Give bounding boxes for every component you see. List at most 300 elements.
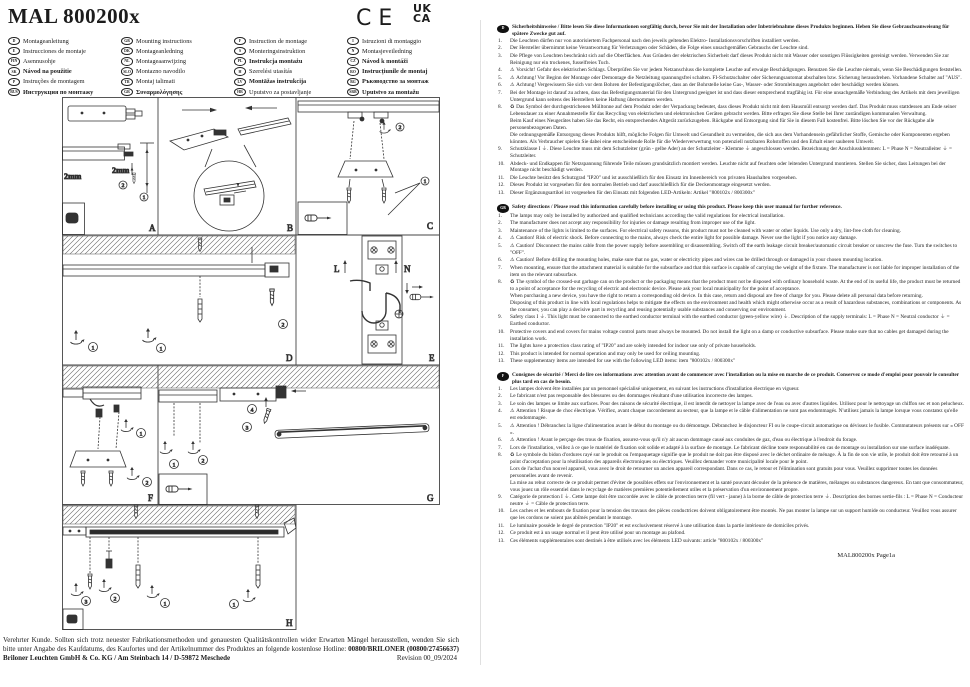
item-text	[510, 213, 965, 220]
item-text	[510, 530, 965, 537]
language-grid	[8, 36, 460, 97]
customer-service-text: Verehrter Kunde. Sollten sich trotz neuester Fabrikationsmethoden und genauesten Qualitätskontrollen wider Erwarten Mängel herausstellen, wenden Sie sich bitte unter Angabe des Kaufdatums, des Kaufortes und der Artikelnummer des Produktes an folgende kostenlose Hotline:	[3, 636, 459, 653]
callout-1b	[230, 600, 239, 609]
item-number: 12.	[498, 182, 505, 189]
item-paragraph: This product is intended for normal operation and may only be used for ceiling mounting.	[510, 350, 701, 357]
instruction-item	[497, 75, 965, 82]
revision-label: Revision 00_09/2024	[396, 654, 457, 662]
item-number: 8.	[498, 104, 502, 111]
language-label: Montageanleitung	[23, 37, 69, 45]
safety-section-gb	[497, 204, 965, 365]
language-label: Instrucciones de montaje	[23, 47, 86, 55]
language-label: Montageaanwijzing	[136, 57, 187, 65]
language-label: Istruzioni di montaggio	[362, 37, 422, 45]
item-number: 12.	[498, 530, 505, 537]
svg-text:2: 2	[281, 322, 285, 329]
language-label: Asennusohje	[23, 57, 56, 65]
svg-text:1: 1	[232, 602, 236, 609]
item-number: 1.	[498, 37, 502, 44]
item-text	[510, 401, 965, 408]
language-code-badge: F	[234, 37, 246, 45]
language-code-badge: GR	[121, 88, 133, 96]
language-code-badge: SRB	[347, 88, 359, 96]
item-number: 3.	[498, 400, 502, 407]
section-title: Safety directions / Please read this information carefully before installing or using this product. Please keep this user manual for further reference.	[512, 203, 842, 210]
tool-inset	[159, 474, 207, 505]
language-item	[234, 67, 347, 77]
item-number: 11.	[498, 522, 505, 529]
item-paragraph: Die Leuchte besitzt den Schutzgrad "IP20" und ist ausschließlich für den Einsatz im Innenbereich von privaten Haushalten vorgesehen.	[510, 174, 797, 181]
item-paragraph: These supplementary items are intended for use with the following LED items: item "800102x / 800300x"	[510, 358, 736, 365]
language-label: Návod k montáži	[362, 57, 408, 65]
item-number: 7.	[498, 444, 502, 451]
instruction-item	[497, 38, 965, 45]
item-paragraph: Die ordnungsgemäße Entsorgung dieses Produkts hilft, mögliche Folgen für Umwelt und Gesundheit zu vermeiden, die sich aus dem Vorhandensein gefährlicher Stoffe, Gemische oder Komponenten ergeben könnten. Als Verbraucher spielen Sie dabei eine entscheidende Rolle für die Wiederverwertung von potenziell nutzbaren Rohstoffen und den Erhalt einer sauberen Umwelt.	[510, 131, 950, 145]
item-paragraph: Die Pflege von Leuchten beschränkt sich auf die Oberflächen. Aus Gründen der elektrischen Sicherheit darf dieses Produkt nicht mit Wasser oder sonstigen Flüssigkeiten gereinigt werden. Verwenden Sie zur Reinigung nur ein trockenes, fusselfreies Tuch.	[510, 52, 950, 66]
item-paragraph: Abdeck- und Endkappen für Netzspannung führende Teile müssen grundsätzlich montiert werden. Leuchte nicht auf feuchten oder leitenden Untergrund montieren. Stellen Sie sicher, dass Leitungen bei der Montage nicht beschädigt werden.	[510, 160, 946, 174]
warning-triangle-icon: ⚠	[510, 437, 517, 444]
instruction-item	[497, 445, 965, 452]
svg-text:E: E	[429, 353, 435, 363]
instruction-item	[497, 494, 965, 508]
track-side-view-icon	[63, 144, 134, 160]
item-paragraph: Ces éléments supplémentaires sont destinés à être utilisés avec les éléments LED suivants: article "800102x / 800300x"	[510, 537, 764, 544]
item-text	[510, 182, 965, 189]
item-text	[510, 523, 965, 530]
instruction-item	[497, 343, 965, 350]
language-code-badge: GB	[121, 37, 133, 45]
language-item	[234, 36, 347, 46]
item-paragraph: When purchasing a new device, you have the right to return a corresponding old device. In this case, return and disposal are free of charge for you. Please delete all personal data before returning.	[510, 292, 923, 299]
instruction-item	[497, 523, 965, 530]
svg-text:1: 1	[163, 601, 167, 608]
language-label: Инструкция по монтажу	[23, 88, 94, 96]
section-header	[497, 24, 965, 38]
item-text	[510, 445, 965, 452]
diagram-svg	[62, 97, 440, 630]
item-paragraph: Le soin des lampes se limite aux surfaces. Pour des raisons de sécurité électrique, il est interdit de nettoyer la lampe avec de l'eau ou avec d'autres liquides. Utilisez pour le nettoyage un chiffon sec et non pelucheux.	[510, 400, 965, 407]
language-label: Montaj talimati	[136, 78, 175, 86]
section-language-badge: D	[497, 25, 509, 33]
instruction-item	[497, 220, 965, 227]
item-number: 2.	[498, 45, 502, 52]
item-text	[510, 494, 965, 508]
tool-inset	[63, 609, 83, 630]
panel-a	[63, 106, 157, 235]
svg-text:2: 2	[113, 596, 117, 603]
item-paragraph: Bei der Montage ist darauf zu achten, dass das Befestigungsmaterial für den Untergrund geeignet ist und dass dieser entsprechend tragfähig ist. Für eine unsachgemäße Verbindung des Artikels mit dem jeweiligen Untergrund kann seitens des Herstellers keine Haftung übernommen werden.	[510, 89, 960, 103]
panel-b	[170, 106, 293, 233]
item-number: 5.	[498, 74, 502, 81]
item-text	[510, 243, 965, 257]
item-number: 11.	[498, 174, 505, 181]
canopy-icon	[70, 451, 126, 467]
callout-2	[279, 320, 288, 329]
svg-text:F: F	[148, 493, 154, 503]
instruction-item	[497, 45, 965, 52]
instruction-item	[497, 358, 965, 365]
item-paragraph: Le luminaire possède le degré de protection "IP20" et est exclusivement réservé à une utilisation dans la partie intérieure de domiciles privés.	[510, 522, 810, 529]
language-item	[234, 46, 347, 56]
item-paragraph: ⚠ Achtung! Vor Beginn der Montage oder Demontage die Netzleitung spannungsfrei schalten. FI-Schutzschalter oder Sicherungsautomat abschalten bzw. Sicherung herausdrehen. Vorhandene Schalter auf "AUS".	[510, 74, 962, 81]
instruction-item	[497, 161, 965, 175]
item-paragraph: Les caches et les embouts de fixation pour la tension des travaux des pièces conductrices doivent obligatoirement être montés. Ne pas monter la lampe sur un support humide ou conducteur. Veuillez vous assurer que les cordons ne soient pas abîmés pendant le montage.	[510, 508, 957, 522]
page-footer-label: MAL800200x Page1a	[837, 551, 895, 559]
language-item	[347, 46, 460, 56]
instruction-item	[497, 82, 965, 89]
item-paragraph: Safety class I ⏚. This light must be connected to the earthed conductor terminal with the earthed conductor (green-yellow wire) ⏚. Description of the supply terminals: L = Phase N = Neutral conductor ⏚ = Earthed conductor.	[510, 314, 950, 328]
language-code-badge: E	[8, 47, 20, 55]
language-item	[347, 77, 460, 87]
language-code-badge: NL	[121, 57, 133, 65]
svg-text:4: 4	[250, 407, 254, 414]
language-code-badge: SLO	[121, 67, 133, 75]
item-paragraph: The lamps may only be installed by authorized and qualified technicians according the valid regulations for electrical installation.	[510, 212, 785, 219]
item-text	[510, 90, 965, 104]
item-paragraph: ⚠ Achtung! Vergewissern Sie sich vor dem Bohren der Befestigungslöcher, dass an der Bohrstelle keine Gas-, Wasser- oder Stromleitungen angebohrt oder beschädigt werden können.	[510, 82, 900, 89]
svg-text:3: 3	[84, 599, 88, 606]
instruction-item	[497, 314, 965, 328]
item-number: 12.	[498, 350, 505, 357]
item-paragraph: Schutzklasse I ⏚. Diese Leuchte muss mit dem Schutzleiter (grün - gelbe Ader) an der Schutzleiter - Klemme ⏚ angeschlossen werden. Bezeichnung der Anschlussklemmen: L = Phase N = Neutralleiter ⏚ = Schutzleiter.	[510, 146, 952, 160]
callout-1b	[157, 344, 166, 353]
item-number: 4.	[498, 235, 502, 242]
svg-text:2: 2	[398, 125, 402, 132]
language-label: Montāžas instrukcija	[249, 78, 307, 86]
language-label: Instruction de montage	[249, 37, 308, 45]
item-paragraph: Beim Kauf eines Neugerätes haben Sie das Recht, ein entsprechendes Altgerät zurückzugeben. Rückgabe und Entsorgung sind für Sie in diesem Fall kostenfrei. Bitte löschen Sie vor der Rückgabe alle personenbezogenen Daten.	[510, 117, 935, 131]
instruction-item	[497, 228, 965, 235]
item-number: 9.	[498, 494, 502, 501]
item-text	[510, 45, 965, 52]
language-item	[8, 56, 121, 66]
language-item	[8, 77, 121, 87]
item-text	[510, 538, 965, 545]
customer-service-note	[3, 636, 459, 663]
item-number: 5.	[498, 422, 502, 429]
section-header	[497, 204, 965, 213]
section-title: Consignes de sécurité / Merci de lire ces informations avec attention avant de commencer avec l'installation ou la mise en marche de ce produit. Conservez ce mode d'emploi pour pouvoir le consulter plus tard en cas de besoin.	[512, 371, 960, 385]
language-label: Montageanledning	[136, 47, 184, 55]
item-text	[510, 351, 965, 358]
item-text	[510, 53, 965, 67]
item-text	[510, 75, 965, 82]
item-number: 1.	[498, 385, 502, 392]
language-label: Uputstvo za postavljanje	[249, 88, 312, 96]
item-text	[510, 161, 965, 175]
item-number: 4.	[498, 408, 502, 415]
item-number: 7.	[498, 89, 502, 96]
svg-text:2: 2	[145, 480, 149, 487]
ce-mark-icon: CE	[356, 6, 400, 31]
item-paragraph: ⚠ Caution! Disconnect the mains cable from the power supply before assembling or disassembling. Switch off the earth leakage circuit breaker/automatic circuit breaker or unscrew the fuse. Turn the switches to "OFF".	[510, 242, 958, 256]
language-code-badge: CZ	[347, 57, 359, 65]
item-number: 8.	[498, 452, 502, 459]
callout-3	[243, 423, 252, 432]
language-code-badge: PL	[234, 57, 246, 65]
language-item	[347, 87, 460, 97]
item-paragraph: ⚠ Vorsicht! Gefahr des elektrischen Schlags. Überprüfen Sie vor jedem Netzanschluss die komplette Leuchte auf etwaige Beschädigungen. Benutzen Sie die Leuchte niemals, wenn Sie Beschädigungen feststellen.	[510, 67, 963, 74]
svg-text:A: A	[149, 223, 156, 233]
hook-callout-2	[380, 122, 404, 133]
ceiling-hatch	[63, 236, 439, 524]
item-text	[510, 175, 965, 182]
item-number: 3.	[498, 227, 502, 234]
safety-section-f	[497, 372, 965, 545]
item-text	[510, 452, 965, 493]
svg-text:B: B	[287, 223, 294, 233]
item-number: 10.	[498, 328, 505, 335]
language-label: Instruções de montagem	[23, 78, 85, 86]
crossed-out-bin-icon: ♻	[510, 279, 517, 286]
warning-triangle-icon: ⚠	[510, 242, 517, 249]
item-number: 9.	[498, 314, 502, 321]
language-item	[121, 46, 234, 56]
warning-triangle-icon: ⚠	[510, 82, 517, 89]
instruction-item	[497, 146, 965, 160]
item-text	[510, 408, 965, 422]
item-number: 10.	[498, 160, 505, 167]
language-code-badge: HR	[234, 88, 246, 96]
item-number: 5.	[498, 242, 502, 249]
language-label: Ръководство за монтаж	[362, 78, 429, 86]
item-paragraph: Lors de l'achat d'un nouvel appareil, vous avez le droit de retourner un ancien appareil correspondant. Dans ce cas, le retour et l'élimination sont gratuits pour vous. Veuillez supprimer toutes les données personnelles avant de revenir.	[510, 465, 938, 479]
page-title: MAL 800200x	[8, 4, 141, 28]
item-text	[510, 146, 965, 160]
instructions-column	[497, 24, 965, 559]
svg-text:H: H	[286, 618, 293, 628]
language-label: Instrukcja montażu	[249, 57, 303, 65]
magnifier-detail	[194, 145, 264, 231]
svg-text:L: L	[334, 264, 340, 274]
callout-3	[82, 597, 91, 606]
language-item	[234, 77, 347, 87]
instruction-item	[497, 90, 965, 104]
tool-inset	[298, 202, 347, 235]
item-paragraph: La mise au rebut correcte de ce produit permet d'éviter de possibles effets sur l'environnement et la santé pouvant découler de la présence de matières, mélanges ou substances dangereux. En tant que consommateur, vous jouez un rôle essentiel dans le recyclage de matières premières potentiellement utiles et la préservation d'un environnement propre.	[510, 479, 964, 493]
track-with-connector-icon	[63, 387, 141, 417]
language-item	[121, 77, 234, 87]
item-number: 9.	[498, 146, 502, 153]
language-label: Návod na použitie	[23, 68, 72, 76]
language-label: Szerelési utasítás	[249, 68, 293, 76]
language-item	[234, 56, 347, 66]
language-item	[8, 67, 121, 77]
item-paragraph: Dieser Ergänzungsartikel ist vorgesehen für den Einsatz mit folgenden LED-Artikeln: Artikel "800102x / 800300x"	[510, 189, 755, 196]
tool-inset	[63, 203, 85, 235]
item-paragraph: Die Leuchten dürfen nur von autorisiertem Fachpersonal nach den jeweils geltenden Elektro- Installationsvorschriften installiert werden.	[510, 37, 800, 44]
crossed-out-bin-icon: ♻	[510, 104, 517, 111]
item-text	[510, 104, 965, 145]
callout-2	[111, 594, 120, 603]
instruction-item	[497, 182, 965, 189]
callout-4	[248, 405, 257, 414]
language-label: Συναρμολόγησης	[136, 88, 183, 96]
language-code-badge: N	[347, 47, 359, 55]
panel-f	[63, 387, 153, 503]
panel-d	[63, 238, 293, 363]
instruction-item	[497, 351, 965, 358]
section-header	[497, 372, 965, 386]
callout-1	[161, 599, 170, 608]
svg-text:3: 3	[245, 425, 249, 432]
instruction-item	[497, 393, 965, 400]
item-number: 2.	[498, 220, 502, 227]
section-language-badge: F	[497, 372, 509, 380]
language-code-badge: RUS	[8, 88, 20, 96]
section-language-badge: GB	[497, 204, 509, 212]
item-paragraph: Lors de l'installation, veillez à ce que le matériel de fixation soit solide et adapté à la surface de montage. Le fabricant décline toute responsabilité en cas de montage ou installation sur une surface inadéquate.	[510, 444, 950, 451]
item-text	[510, 386, 965, 393]
item-number: 11.	[498, 343, 505, 350]
instruction-item	[497, 257, 965, 264]
item-paragraph: ⚠ Caution! Before drilling the mounting holes, make sure that no gas, water or electricity pipes and wires can be drilled through or damaged in your chosen mounting location.	[510, 257, 883, 264]
terminal-strip-icon	[362, 236, 402, 364]
instruction-item	[497, 190, 965, 197]
item-paragraph: Dieses Produkt ist vorgesehen für den normalen Betrieb und darf ausschließlich für die Deckenmontage eingesetzt werden.	[510, 182, 771, 189]
language-item	[121, 36, 234, 46]
svg-text:1: 1	[172, 462, 176, 469]
item-text	[510, 279, 965, 314]
item-paragraph: ♻ The symbol of the crossed-out garbage can on the product or the packaging means that the product must not be disposed with ordinary household waste. At the end of its useful life, the product must be returned to a point of acceptance for the recycling of electric and electronic device. Please ask your local municipality for the point of acceptance.	[510, 279, 961, 292]
item-number: 13.	[498, 537, 505, 544]
item-text	[510, 358, 965, 365]
language-item	[347, 56, 460, 66]
svg-text:1: 1	[139, 431, 143, 438]
language-code-badge: D	[8, 37, 20, 45]
item-paragraph: Disposing of this product in line with local regulations helps to mitigate the effects on the environment and health which might otherwise occur as a result of hazardous substances, combinations or components. As the consumer, you can play a decisive part in recycling and reusing potentially usable substances and conserving our environment.	[510, 299, 962, 313]
safety-section-d	[497, 24, 965, 197]
item-paragraph: ♻ Das Symbol der durchgestrichenen Mülltonne auf dem Produkt oder der Verpackung bedeutet, dass dieses Produkt nicht mit dem Hausmüll entsorgt werden darf. Das Produkt muss stattdessen am Ende seiner Lebensdauer zu einer Annahmestelle für das Recycling von elektrischen und elektronischen Geräten gebracht werden. Bitte erfragen Sie diese Stelle bei Ihrer zuständigen kommunalen Verwaltung.	[510, 104, 957, 118]
item-number: 6.	[498, 437, 502, 444]
language-code-badge: H	[234, 67, 246, 75]
callout-1	[140, 193, 148, 201]
language-code-badge: I	[347, 37, 359, 45]
item-text	[510, 228, 965, 235]
ukca-mark-icon: UK CA	[413, 2, 432, 25]
item-paragraph: Maintenance of the lights is limited to the surfaces. For electrical safety reasons, this product must not be cleaned with water or other liquids. Use only a dry, lint-free cloth for cleaning.	[510, 227, 901, 234]
language-item	[8, 87, 121, 97]
item-text	[510, 265, 965, 279]
mounted-track-icon	[298, 101, 439, 123]
svg-text:G: G	[427, 493, 434, 503]
svg-text:N: N	[404, 264, 411, 274]
callout-1	[137, 429, 146, 438]
light-bar-icon	[275, 424, 429, 439]
svg-text:2: 2	[121, 183, 125, 190]
panel-g	[159, 386, 434, 505]
item-text	[510, 235, 965, 242]
item-paragraph: ⚠ Attention ! Débranchez la ligne d'alimentation avant le début du montage ou du démontage. Débranchez le disjoncteur FI ou le coupe-circuit automatique ou dévissez le fusible. Commutateurs présents sur « OFF ».	[510, 422, 964, 436]
svg-text:C: C	[427, 221, 434, 231]
svg-text:1: 1	[91, 345, 95, 352]
callout-1	[89, 343, 98, 352]
language-code-badge: RO	[347, 67, 359, 75]
item-number: 4.	[498, 67, 502, 74]
language-code-badge: BG	[347, 78, 359, 86]
callout-2	[143, 478, 152, 487]
page-fold-line	[480, 20, 481, 665]
language-code-badge: DK	[121, 47, 133, 55]
instruction-item	[497, 104, 965, 145]
hotline-company-address: 00800/BRILONER (00800/27456637) Briloner Leuchten GmbH & Co. KG / Am Steinbach 14 / D-59872 Meschede	[3, 645, 459, 662]
instruction-item	[497, 401, 965, 408]
item-paragraph: ⚠ Attention ! Avant le perçage des trous de fixation, assurez-vous qu'il n'y ait aucun dommage causé aux conduites de gaz, d'eau ou électrique à l'endroit du forage.	[510, 437, 858, 444]
connector-piece-icon	[170, 129, 228, 150]
instruction-item	[497, 235, 965, 242]
warning-triangle-icon: ⚠	[510, 235, 517, 242]
language-item	[347, 67, 460, 77]
item-paragraph: Ce produit est à un usage normal et il peut être utilisé pour un montage au plafond.	[510, 530, 686, 537]
instruction-item	[497, 530, 965, 537]
item-paragraph: ♻ Le symbole du bidon d'ordures rayé sur le produit ou l'empaquetage signifie que le produit ne doit pas être disposé avec le déchet ordinaire de ménage. À la fin de son vie utile, le produit doit être retourné à un point d'acceptation pour la réutilisation des appareils électroniques ou électriques. Veuillez demander votre municipalité locale pour le point.	[510, 452, 959, 465]
language-code-badge: TR	[121, 78, 133, 86]
item-text	[510, 190, 965, 197]
language-label: Instrucțiunile de montaj	[362, 68, 428, 76]
language-label: Montasjeveiledning	[362, 47, 413, 55]
item-number: 8.	[498, 279, 502, 286]
callout-2	[199, 456, 208, 465]
section-title: Sicherheitshinweise / Bitte lesen Sie diese Informationen sorgfältig durch, bevor Sie mit der Installation oder Inbetriebnahme dieses Produkts beginnen. Heben Sie diese Gebrauchsanweisung für spätere Zwecke gut auf.	[512, 24, 950, 37]
item-paragraph: Catégorie de protection I ⏚. Cette lampe doit être raccordée avec le câble de protection terre (fil vert - jaune) à la borne de câble de protection terre ⏚. Description des bornes sertie-fils : L = Phase N = Conducteur neutre ⏚ = Câble de protection terre.	[510, 494, 964, 507]
instruction-item	[497, 243, 965, 257]
language-item	[8, 36, 121, 46]
item-text	[510, 437, 965, 444]
item-text	[510, 508, 965, 522]
language-code-badge: LV	[234, 78, 246, 86]
language-label: Monteringsinstruktion	[249, 47, 306, 55]
warning-triangle-icon: ⚠	[510, 67, 517, 74]
instruction-item	[497, 329, 965, 343]
item-text	[510, 82, 965, 89]
item-text	[510, 423, 965, 437]
language-code-badge: FIN	[8, 57, 20, 65]
item-text	[510, 38, 965, 45]
warning-triangle-icon: ⚠	[510, 408, 517, 415]
item-paragraph: Le fabricant n'est pas responsable des blessures ou des dommages résultant d'une utilisation incorrecte des lampes.	[510, 393, 753, 400]
wiring	[350, 280, 400, 323]
language-item	[121, 56, 234, 66]
language-label: Montazno navodilo	[136, 68, 186, 76]
item-text	[510, 329, 965, 343]
callout-1	[388, 177, 429, 215]
instruction-item	[497, 279, 965, 314]
language-code-badge: S	[234, 47, 246, 55]
warning-triangle-icon: ⚠	[510, 422, 517, 429]
track-connector-top-icon	[68, 106, 142, 121]
item-paragraph: When mounting, ensure that the attachment material is suitable for the subsurface and that this surface is capable of carrying the weight of the fixture. The manufacturer is not liable for improper installation of the item on the relevant subsurface.	[510, 264, 960, 278]
language-item	[347, 36, 460, 46]
instruction-item	[497, 408, 965, 422]
language-item	[234, 87, 347, 97]
panel-e	[334, 236, 435, 364]
earth-terminal-icon	[395, 310, 403, 318]
assembly-diagrams	[62, 97, 440, 635]
item-text	[510, 67, 965, 74]
language-item	[121, 87, 234, 97]
svg-text:1: 1	[159, 346, 163, 353]
instruction-item	[497, 67, 965, 74]
language-label: Mounting instructions	[136, 37, 192, 45]
instruction-item	[497, 213, 965, 220]
item-number: 13.	[498, 189, 505, 196]
item-text	[510, 314, 965, 328]
item-number: 1.	[498, 212, 502, 219]
item-text	[510, 220, 965, 227]
item-paragraph: Protective covers and end covers for mains voltage control parts must always be mounted. Do not install the light on a damp or conductive subsurface. Please make sure that no cables get damaged during the installation work.	[510, 328, 949, 342]
instruction-item	[497, 538, 965, 545]
instruction-item	[497, 423, 965, 437]
